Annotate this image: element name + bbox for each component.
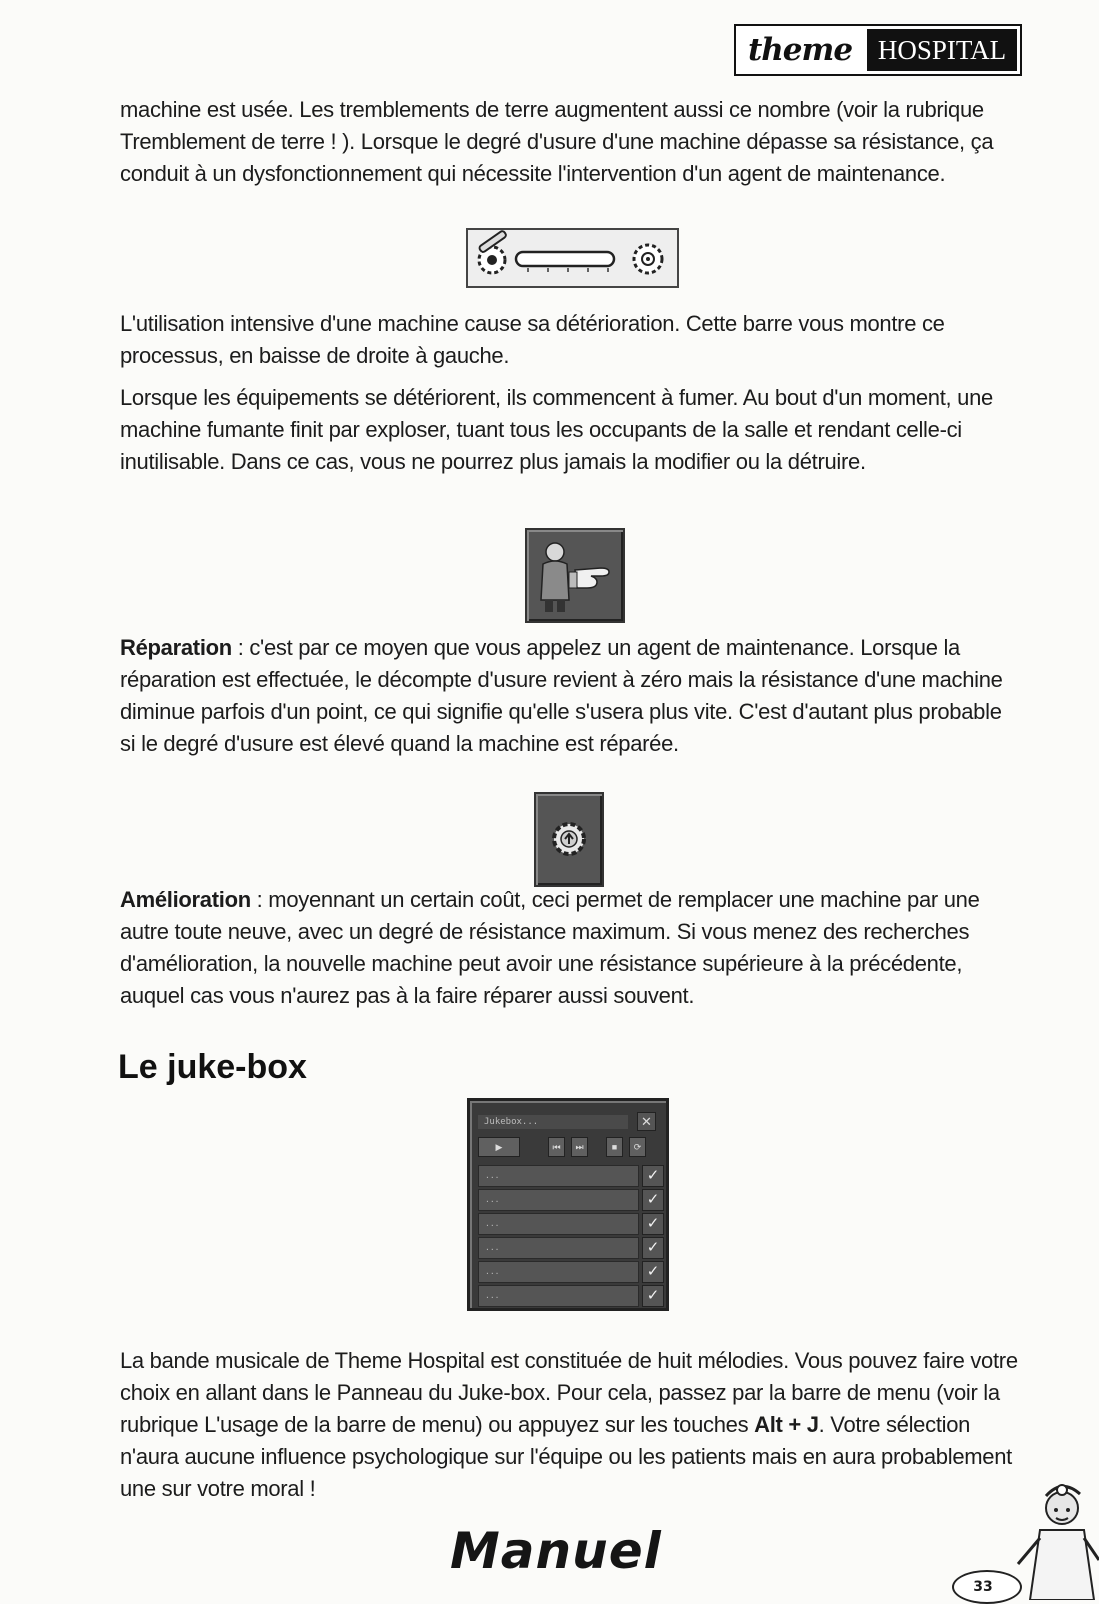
gear-icon	[634, 245, 662, 273]
upgrade-label: Amélioration	[120, 887, 251, 912]
jukebox-panel	[467, 1098, 669, 1311]
track-row	[478, 1237, 664, 1259]
logo-hospital-text: HOSPITAL	[867, 29, 1017, 71]
doctor-mascot-icon	[1010, 1468, 1099, 1600]
jukebox-text-b: . Votre sélection n'aura aucune influence psychologique sur l'équipe ou les patients mais en aura probablement une sur votre moral !	[120, 1412, 1012, 1501]
upgrade-button-icon	[534, 792, 604, 887]
jukebox-track-list	[478, 1165, 664, 1309]
track-checkbox[interactable]: ✓	[642, 1237, 664, 1259]
track-name[interactable]: ...	[478, 1213, 639, 1235]
wear-progress-bar	[516, 252, 614, 272]
loop-button[interactable]: ⟳	[629, 1137, 646, 1157]
jukebox-controls	[478, 1137, 660, 1157]
track-checkbox[interactable]: ✓	[642, 1189, 664, 1211]
next-track-button[interactable]: ⏭	[571, 1137, 588, 1157]
repair-button-icon	[525, 528, 625, 623]
previous-track-button[interactable]: ⏮	[548, 1137, 565, 1157]
paragraph-wear: machine est usée. Les tremblements de terre augmentent aussi ce nombre (voir la rubrique Tremblement de terre ! ). Lorsque le degré d'usure d'une machine dépasse sa résistance, ça conduit à un dysfonctionnement qui nécessite l'intervention d'un agent de maintenance.	[120, 97, 994, 186]
track-checkbox[interactable]: ✓	[642, 1261, 664, 1283]
paragraph-deterioration: L'utilisation intensive d'une machine cause sa détérioration. Cette barre vous montre ce processus, en baisse de droite à gauche.	[120, 311, 945, 368]
jukebox-title: Jukebox...	[478, 1115, 628, 1129]
stop-button[interactable]: ■	[606, 1137, 623, 1157]
paragraph-jukebox	[120, 1345, 1020, 1505]
theme-hospital-logo	[734, 24, 1022, 76]
track-row	[478, 1261, 664, 1283]
paragraph-smoke: Lorsque les équipements se détériorent, ils commencent à fumer. Au bout d'un moment, une machine fumante finit par exploser, tuant tous les occupants de la salle et rendant celle-ci inutilisable. Dans ce cas, vous ne pourrez plus jamais la modifier ou la détruire.	[120, 385, 993, 474]
wrench-gear-icon	[478, 230, 507, 273]
repair-label: Réparation	[120, 635, 232, 660]
track-name[interactable]: ...	[478, 1165, 639, 1187]
track-row	[478, 1189, 664, 1211]
upgrade-text: : moyennant un certain coût, ceci permet de remplacer une machine par une autre toute neuve, avec un degré de résistance maximum. Si vous menez des recherches d'amélioration, la nouvelle machine peut avoir une résistance supérieure à la précédente, auquel cas vous n'aurez pas à la faire réparer aussi souvent.	[120, 887, 980, 1008]
jukebox-close-button[interactable]: ✕	[637, 1112, 656, 1131]
track-row	[478, 1285, 664, 1307]
paragraph-upgrade	[120, 884, 1020, 1012]
paragraph-repair	[120, 632, 1020, 760]
track-name[interactable]: ...	[478, 1237, 639, 1259]
footer-manuel: Manuel	[450, 1522, 662, 1580]
upgrade-gear-icon	[536, 794, 602, 885]
alt-j-keys: Alt + J	[754, 1412, 819, 1437]
wear-bar-figure	[466, 228, 679, 288]
wear-bar-svg	[468, 230, 677, 286]
page-number: 33	[952, 1570, 1022, 1604]
track-name[interactable]: ...	[478, 1285, 639, 1307]
track-checkbox[interactable]: ✓	[642, 1285, 664, 1307]
handyman-pointing-icon	[527, 530, 623, 621]
track-row	[478, 1165, 664, 1187]
jukebox-text-a: La bande musicale de Theme Hospital est constituée de huit mélodies. Vous pouvez faire votre choix en allant dans le Panneau du Juke-box. Pour cela, passez par la barre de menu (voir la rubrique L'usage de la barre de menu) ou appuyez sur les touches	[120, 1348, 1018, 1437]
track-name[interactable]: ...	[478, 1189, 639, 1211]
repair-text: : c'est par ce moyen que vous appelez un agent de maintenance. Lorsque la réparation est effectuée, le décompte d'usure revient à zéro mais la résistance d'une machine diminue parfois d'un point, ce qui signifie qu'elle s'usera plus vite. C'est d'autant plus probable si le degré d'usure est élevé quand la machine est réparée.	[120, 635, 1003, 756]
logo-theme-text: theme	[747, 32, 853, 68]
track-checkbox[interactable]: ✓	[642, 1213, 664, 1235]
track-checkbox[interactable]: ✓	[642, 1165, 664, 1187]
track-name[interactable]: ...	[478, 1261, 639, 1283]
play-button[interactable]: ▶	[478, 1137, 520, 1157]
track-row	[478, 1213, 664, 1235]
section-heading-jukebox: Le juke-box	[118, 1048, 307, 1086]
